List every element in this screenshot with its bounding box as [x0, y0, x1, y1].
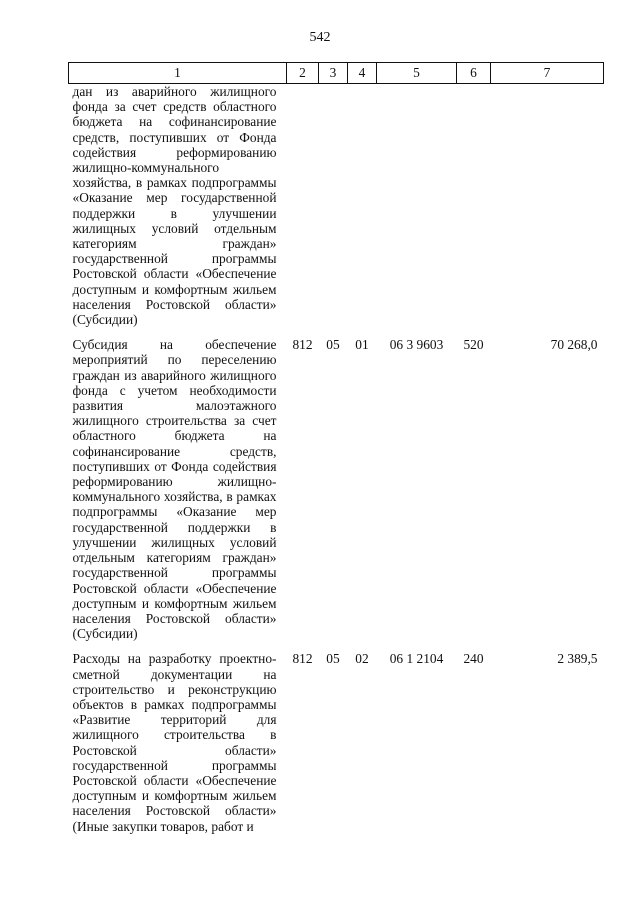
table-row [69, 641, 604, 833]
row-amount: 70 268,0 [550, 337, 598, 353]
row-ministry-code: 812 [292, 651, 313, 667]
row-description: Расходы на разработку проектно-сметной документации на строительство и реконструкцию объектов в рамках подпрограммы «Развитие территорий для жилищного строительства в Ростовской области» государственной программы Ростовской области «Обеспечение доступным и комфортным жильем населения Ростовской области» (Иные закупки товаров, работ и [72, 651, 277, 834]
budget-table [68, 62, 604, 834]
row-target-code: 06 3 9603 [389, 337, 444, 353]
row-description: дан из аварийного жилищного фонда за счет средств областного бюджета на софинансирование средств, поступивших от Фонда содействия реформированию жилищно-коммунального хозяйства, в рамках подпрограммы «Оказание мер государственной поддержки в улучшении жилищных условий отдельным категориям граждан» государственной программы Ростовской области «Обеспечение доступным и комфортным жильем населения Ростовской области» (Субсидии) [72, 84, 277, 328]
row-section-code: 05 [326, 337, 340, 353]
row-amount [491, 84, 604, 328]
row-amount: 2 389,5 [557, 651, 598, 667]
row-expense-type [457, 84, 491, 328]
header-col-6: 6 [457, 63, 491, 84]
table-row [69, 84, 604, 328]
row-description: Субсидия на обеспечение мероприятий по переселению граждан из аварийного жилищного фонда с учетом необходимости развития малоэтажного жилищного строительства за счет областного бюджета на софинансирование средств, поступивших от Фонда содействия реформированию жилищно-коммунального хозяйства, в рамках подпрограммы «Оказание мер государственной поддержки в улучшении жилищных условий отдельным категориям граждан» государственной программы Ростовской области «Обеспечение доступным и комфортным жильем населения Ростовской области» (Субсидии) [72, 337, 277, 642]
header-col-2: 2 [287, 63, 319, 84]
row-target-code [377, 84, 457, 328]
row-section-code: 05 [326, 651, 340, 667]
row-target-code: 06 1 2104 [389, 651, 444, 667]
table-header [69, 63, 604, 84]
table-body [69, 84, 604, 834]
header-col-5: 5 [377, 63, 457, 84]
row-section-code [319, 84, 348, 328]
header-col-1: 1 [69, 63, 287, 84]
header-col-4: 4 [348, 63, 377, 84]
row-subsection-code [348, 84, 377, 328]
header-row [69, 63, 604, 84]
page-number: 542 [309, 30, 331, 45]
header-col-3: 3 [319, 63, 348, 84]
row-expense-type: 520 [463, 337, 484, 353]
header-col-7: 7 [491, 63, 604, 84]
row-expense-type: 240 [463, 651, 484, 667]
row-subsection-code: 01 [355, 337, 369, 353]
row-ministry-code [287, 84, 319, 328]
table-row [69, 327, 604, 641]
row-subsection-code: 02 [355, 651, 369, 667]
row-ministry-code: 812 [292, 337, 313, 353]
